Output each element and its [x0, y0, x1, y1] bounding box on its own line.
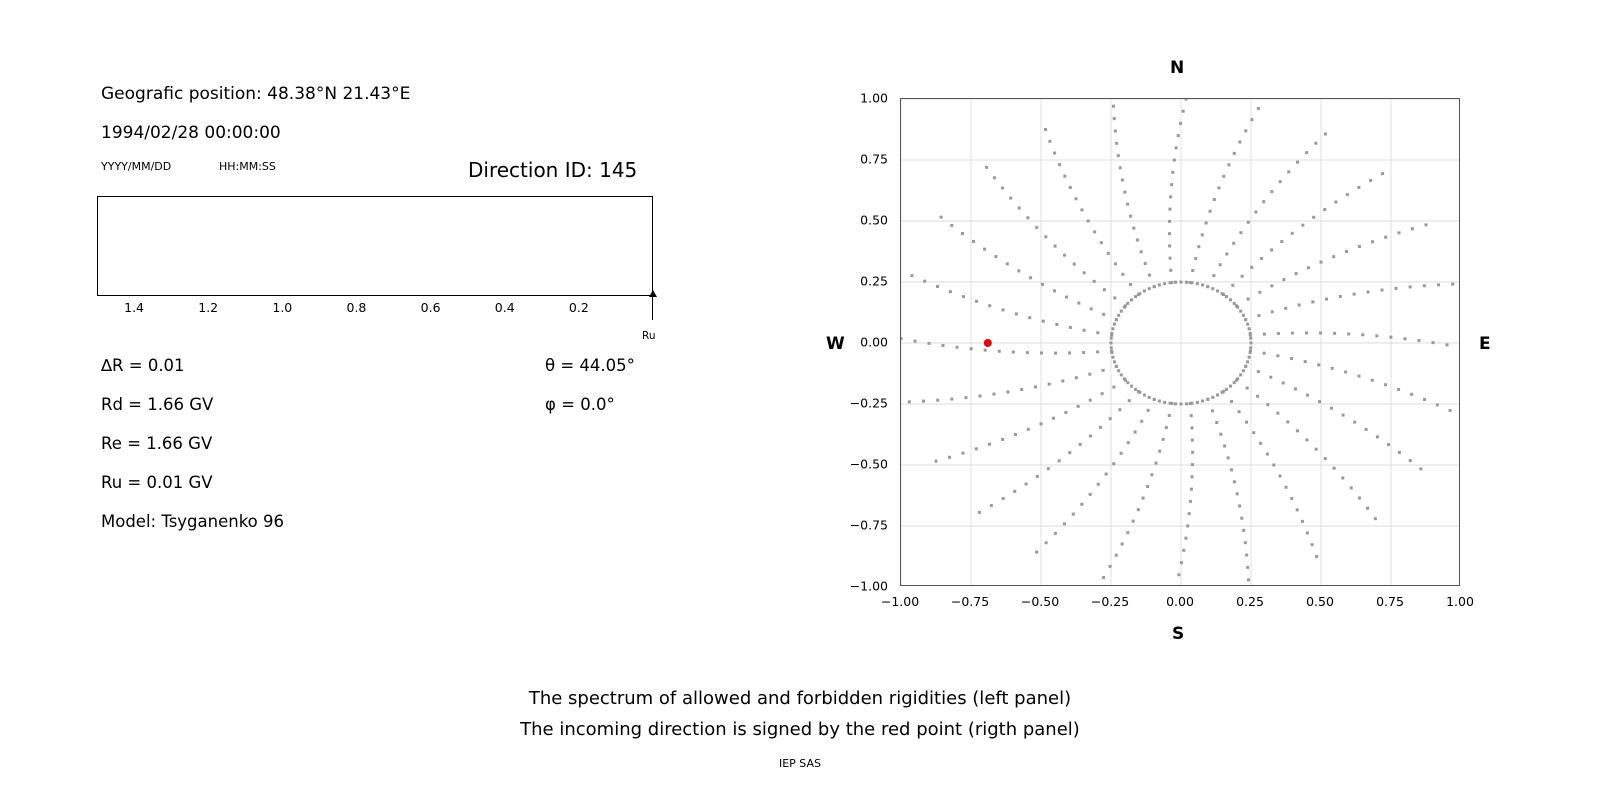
scatter-x-tick-label: 0.25: [1236, 594, 1264, 609]
scatter-x-tick-label: 1.00: [1446, 594, 1474, 609]
rigidity-tick-label: 1.4: [124, 300, 145, 315]
compass-east-label: E: [1479, 334, 1491, 354]
ru-value: Ru = 0.01 GV: [101, 473, 213, 492]
rigidity-tick-label: 0.6: [420, 300, 441, 315]
scatter-x-tick-label: −0.75: [950, 594, 990, 609]
direction-scatter-panel: [800, 0, 1600, 660]
compass-north-label: N: [1170, 58, 1185, 78]
compass-south-label: S: [1172, 624, 1185, 644]
rigidity-tick-label: 0.8: [346, 300, 367, 315]
scatter-y-tick-label: 0.00: [860, 334, 888, 350]
scatter-y-tick-label: 0.50: [860, 212, 888, 228]
scatter-y-tick-label: −0.75: [849, 517, 888, 533]
scatter-x-tick-label: 0.50: [1306, 594, 1334, 609]
scatter-y-tick-label: 0.25: [860, 273, 888, 289]
footer-note: IEP SAS: [778, 757, 822, 770]
rigidity-spectrum-plot: [97, 196, 653, 296]
scatter-x-tick-label: 0.00: [1166, 594, 1194, 609]
ru-axis-label: Ru: [642, 330, 656, 342]
rigidity-tick-label: 1.2: [198, 300, 219, 315]
caption-line-2: The incoming direction is signed by the red point (rigth panel): [520, 719, 1080, 740]
direction-id-label: Direction ID: 145: [468, 158, 638, 182]
time-format-label: HH:MM:SS: [219, 160, 276, 173]
delta-r-value: ∆R = 0.01: [101, 356, 185, 375]
scatter-x-tick-label: −0.25: [1090, 594, 1130, 609]
compass-west-label: W: [826, 334, 845, 354]
scatter-y-tick-label: −1.00: [849, 578, 888, 594]
model-value: Model: Tsyganenko 96: [101, 512, 285, 531]
rigidity-tick-label: 0.4: [494, 300, 515, 315]
geographic-position-text: Geografic position: 48.38°N 21.43°E: [101, 84, 411, 104]
rigidity-tick-label: 0.2: [568, 300, 589, 315]
scatter-points: [901, 99, 1459, 585]
scatter-y-tick-label: 0.75: [860, 151, 888, 167]
phi-value: φ = 0.0°: [545, 395, 615, 414]
scatter-y-tick-label: −0.50: [849, 456, 888, 472]
scatter-x-tick-label: −1.00: [880, 594, 920, 609]
scatter-x-tick-label: 0.75: [1376, 594, 1404, 609]
scatter-y-tick-label: −0.25: [849, 395, 888, 411]
scatter-plot-frame: [900, 98, 1460, 586]
re-value: Re = 1.66 GV: [101, 434, 213, 453]
rd-value: Rd = 1.66 GV: [101, 395, 214, 414]
theta-value: θ = 44.05°: [545, 356, 635, 375]
ru-axis-arrow-icon: [652, 290, 653, 320]
scatter-x-tick-label: −0.50: [1020, 594, 1060, 609]
caption-line-1: The spectrum of allowed and forbidden rigidities (left panel): [528, 688, 1072, 709]
left-panel: [0, 0, 800, 660]
rigidity-tick-label: 1.0: [272, 300, 293, 315]
datetime-text: 1994/02/28 00:00:00: [101, 123, 281, 143]
date-format-label: YYYY/MM/DD: [101, 160, 172, 173]
scatter-y-tick-label: 1.00: [860, 90, 888, 106]
